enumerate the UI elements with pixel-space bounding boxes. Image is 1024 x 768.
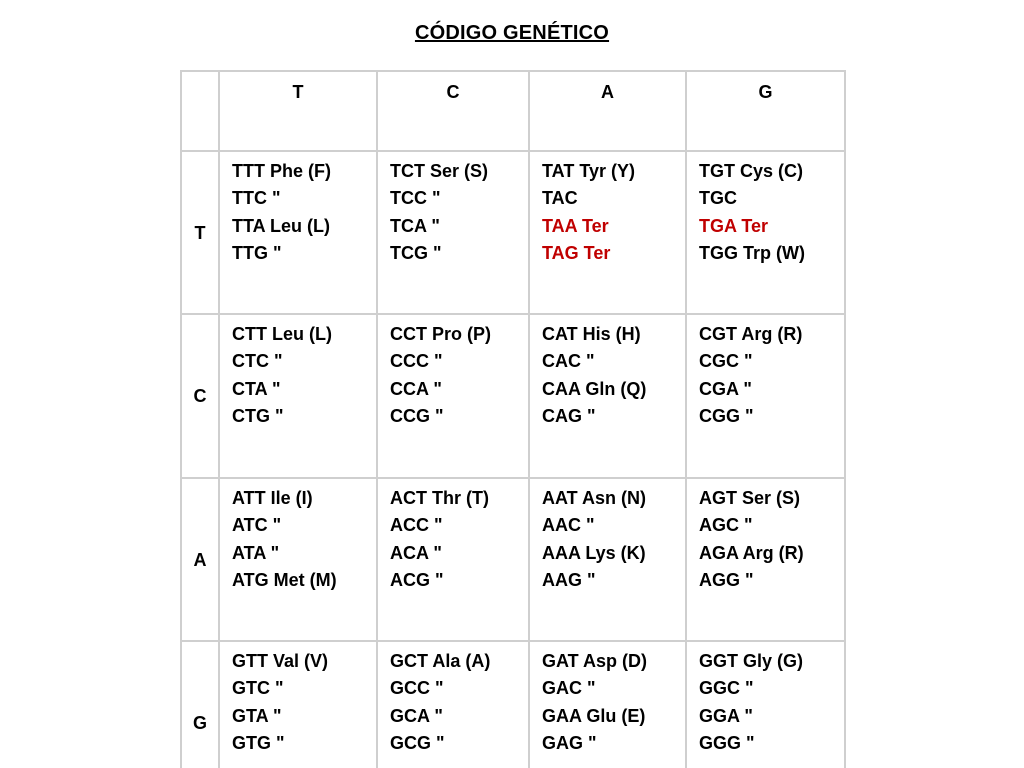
codon-entry: ATA ": [232, 542, 280, 563]
codon-entry: CTG ": [232, 405, 284, 426]
codon-entry: AAA Lys (K): [542, 542, 646, 563]
codon-cell-tg: [685, 150, 846, 314]
codon-entry: GGG ": [699, 732, 755, 753]
codon-entry: CAG ": [542, 405, 596, 426]
codon-cell-cc: [376, 313, 528, 477]
codon-entry: AGT Ser (S): [699, 488, 801, 508]
codon-cell-gg: [685, 640, 846, 768]
stop-codon: TAA Ter: [542, 215, 609, 236]
row-header-g: G: [180, 640, 218, 768]
codon-entry: CAT His (H): [542, 324, 641, 344]
codon-entry: CCC ": [390, 351, 443, 372]
table-corner-cell: [180, 70, 218, 150]
codon-cell-ca: [528, 313, 685, 477]
codon-entry: GTG ": [232, 732, 285, 753]
stop-codon: TGA Ter: [699, 215, 769, 236]
codon-entry: GAT Asp (D): [542, 651, 647, 671]
codon-entry: GCG ": [390, 732, 445, 753]
codon-entry: GGC ": [699, 678, 754, 699]
codon-cell-gc: [376, 640, 528, 768]
codon-entry: CGC ": [699, 351, 753, 372]
codon-entry: TCT Ser (S): [390, 161, 489, 181]
codon-cell-tc: [376, 150, 528, 314]
codon-entry: ACC ": [390, 515, 443, 536]
codon-entry: GAG ": [542, 732, 597, 753]
row-header-a: A: [180, 477, 218, 641]
codon-entry: CTA ": [232, 378, 281, 399]
codon-entry: TTC ": [232, 188, 281, 209]
codon-entry: GTT Val (V): [232, 651, 329, 671]
genetic-code-table: [180, 70, 846, 768]
codon-cell-tt: [218, 150, 376, 314]
codon-entry: TCG ": [390, 242, 442, 263]
column-header-g: G: [685, 70, 846, 150]
codon-cell-at: [218, 477, 376, 641]
codon-entry: TAC: [542, 188, 578, 209]
codon-entry: GCA ": [390, 705, 443, 726]
codon-cell-cg: [685, 313, 846, 477]
codon-entry: CAA Gln (Q): [542, 378, 647, 399]
codon-entry: CTT Leu (L): [232, 324, 332, 344]
codon-entry: CCT Pro (P): [390, 324, 491, 344]
codon-entry: GGA ": [699, 705, 753, 726]
codon-entry: ATG Met (M): [232, 569, 337, 590]
codon-entry: TCC ": [390, 188, 441, 209]
row-header-t: T: [180, 150, 218, 314]
codon-entry: CGT Arg (R): [699, 324, 803, 344]
codon-entry: GTC ": [232, 678, 284, 699]
codon-entry: GTA ": [232, 705, 282, 726]
codon-entry: GAC ": [542, 678, 596, 699]
codon-entry: CCA ": [390, 378, 442, 399]
codon-entry: TTT Phe (F): [232, 161, 331, 181]
codon-entry: CAC ": [542, 351, 595, 372]
row-header-c: C: [180, 313, 218, 477]
codon-entry: CGG ": [699, 405, 754, 426]
codon-entry: AAT Asn (N): [542, 488, 646, 508]
codon-entry: GCC ": [390, 678, 444, 699]
codon-entry: CGA ": [699, 378, 752, 399]
page-title: CÓDIGO GENÉTICO: [414, 22, 610, 44]
codon-entry: GCT Ala (A): [390, 651, 491, 671]
codon-entry: TGG Trp (W): [699, 242, 805, 263]
codon-cell-ct: [218, 313, 376, 477]
codon-entry: AGG ": [699, 569, 754, 590]
codon-entry: GAA Glu (E): [542, 705, 646, 726]
codon-entry: TAT Tyr (Y): [542, 161, 635, 181]
column-header-t: T: [218, 70, 376, 150]
codon-cell-ag: [685, 477, 846, 641]
codon-entry: TTA Leu (L): [232, 215, 330, 236]
codon-entry: TCA ": [390, 215, 440, 236]
codon-entry: ATT Ile (I): [232, 488, 313, 508]
codon-entry: TGT Cys (C): [699, 161, 804, 181]
codon-entry: TGC: [699, 188, 737, 209]
codon-entry: ACA ": [390, 542, 442, 563]
codon-cell-gt: [218, 640, 376, 768]
codon-cell-ac: [376, 477, 528, 641]
codon-entry: GGT Gly (G): [699, 651, 804, 671]
codon-entry: CCG ": [390, 405, 444, 426]
codon-entry: AAG ": [542, 569, 596, 590]
codon-entry: ACG ": [390, 569, 444, 590]
codon-entry: TTG ": [232, 242, 282, 263]
codon-entry: CTC ": [232, 351, 283, 372]
stop-codon: TAG Ter: [542, 242, 611, 263]
codon-entry: AGC ": [699, 515, 753, 536]
codon-entry: ACT Thr (T): [390, 488, 489, 508]
codon-entry: AGA Arg (R): [699, 542, 804, 563]
codon-entry: AAC ": [542, 515, 595, 536]
codon-cell-aa: [528, 477, 685, 641]
codon-cell-ga: [528, 640, 685, 768]
codon-cell-ta: [528, 150, 685, 314]
column-header-c: C: [376, 70, 528, 150]
column-header-a: A: [528, 70, 685, 150]
codon-entry: ATC ": [232, 515, 282, 536]
